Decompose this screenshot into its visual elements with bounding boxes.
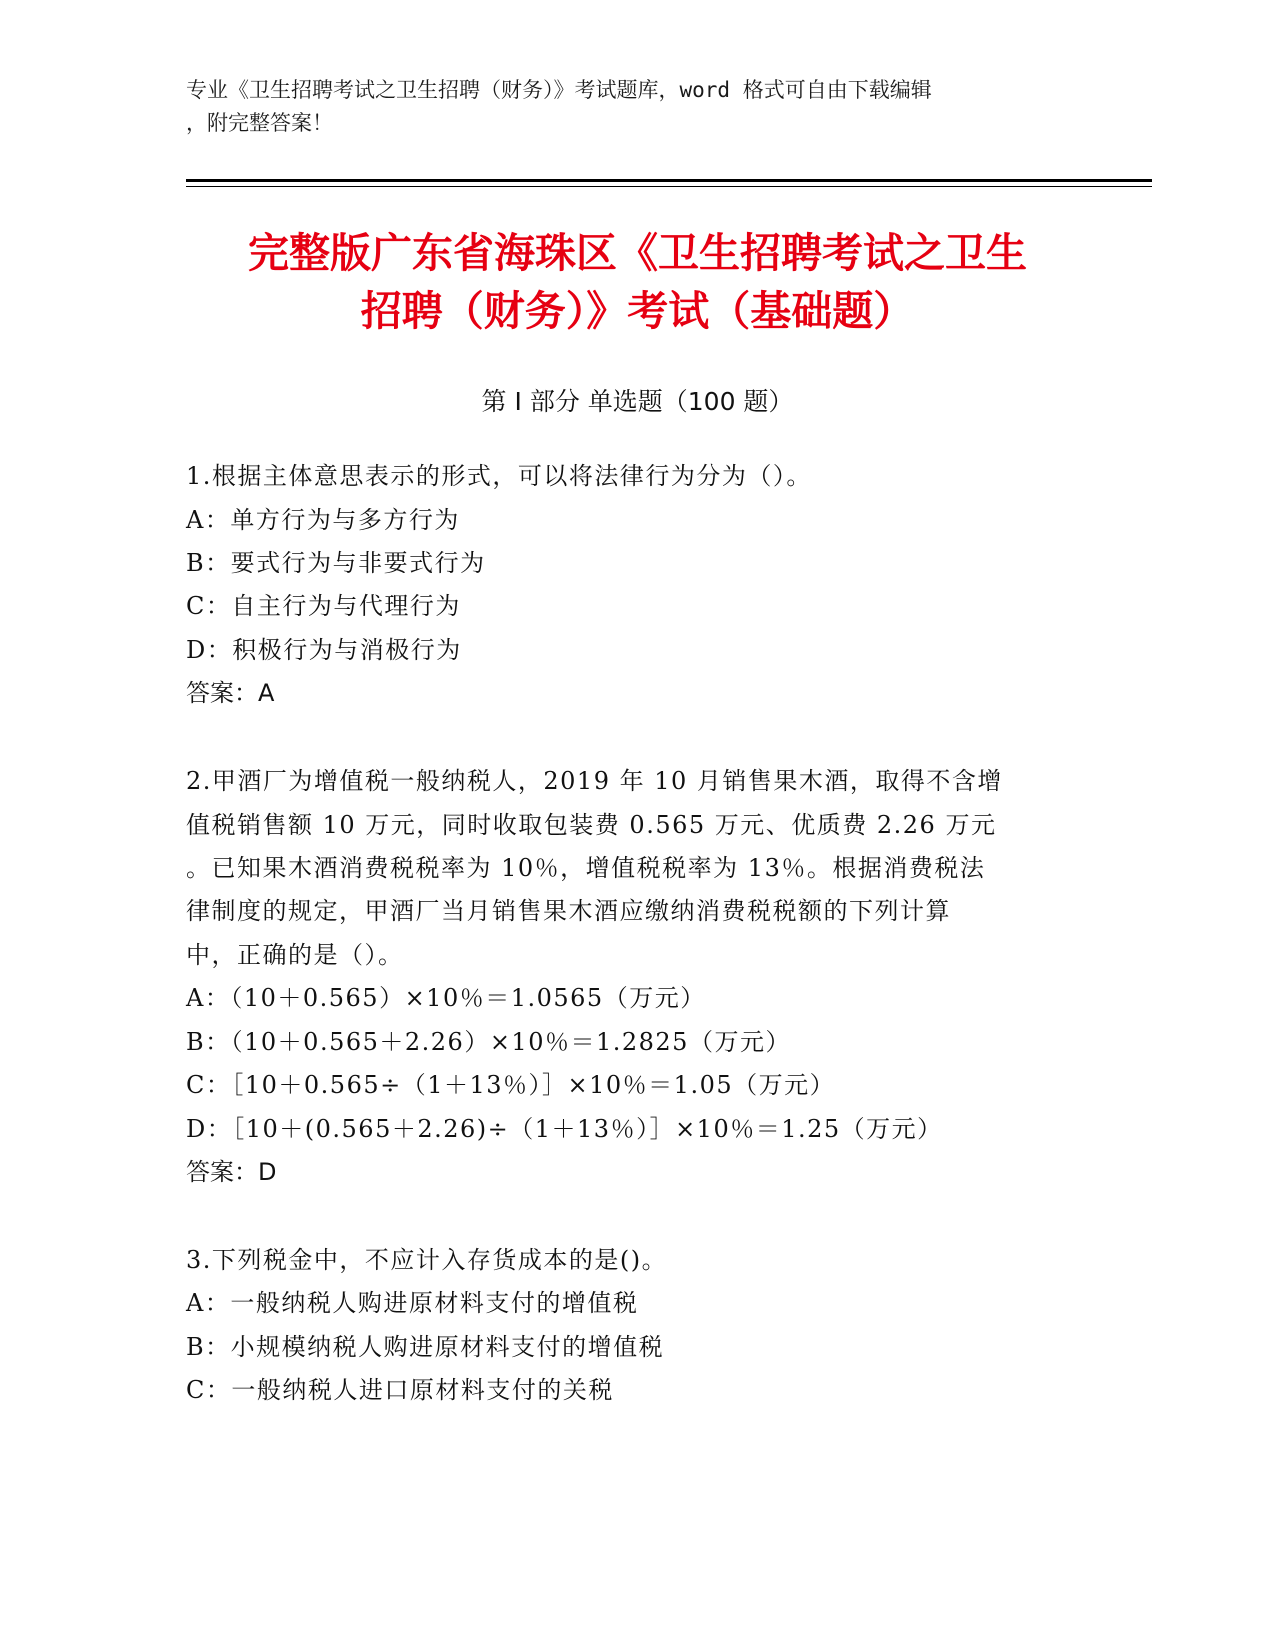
question-2-stem-line: 中，正确的是（）。: [186, 941, 404, 969]
question-3-stem: 3.下列税金中，不应计入存货成本的是()。: [186, 1246, 668, 1274]
question-2-option-c: C：［10＋0.565÷（1＋13％）］×10％＝1.05（万元）: [186, 1071, 836, 1099]
question-2-stem-line: 2.甲酒厂为增值税一般纳税人，2019 年 10 月销售果木酒，取得不含增: [186, 767, 1003, 795]
document-title: [0, 224, 1275, 340]
question-2-option-a: A：（10＋0.565）×10％＝1.0565（万元）: [186, 984, 706, 1012]
header-note: [186, 74, 1066, 140]
question-2-stem-line: 律制度的规定，甲酒厂当月销售果木酒应缴纳消费税税额的下列计算: [186, 897, 951, 925]
question-1-stem: 1.根据主体意思表示的形式，可以将法律行为分为（）。: [186, 462, 812, 490]
section-heading: 第 I 部分 单选题（100 题）: [481, 387, 794, 416]
question-3-option-a: A：一般纳税人购进原材料支付的增值税: [186, 1289, 639, 1317]
header-rule-thick: [186, 179, 1152, 182]
question-1-option-b: B：要式行为与非要式行为: [186, 549, 486, 577]
question-2-stem-line: 值税销售额 10 万元，同时收取包装费 0.565 万元、优质费 2.26 万元: [186, 811, 997, 839]
header-note-line: ，附完整答案！: [186, 111, 333, 135]
question-2-stem-line: 。已知果木酒消费税税率为 10％，增值税税率为 13％。根据消费税法: [186, 854, 986, 882]
question-1-option-a: A：单方行为与多方行为: [186, 506, 460, 534]
question-1-option-c: C：自主行为与代理行为: [186, 592, 461, 620]
header-rule-thin: [186, 186, 1152, 187]
question-1-option-d: D：积极行为与消极行为: [186, 636, 462, 664]
question-3-option-c: C：一般纳税人进口原材料支付的关税: [186, 1376, 614, 1404]
question-3-option-b: B：小规模纳税人购进原材料支付的增值税: [186, 1333, 665, 1361]
document-title-line: 完整版广东省海珠区《卫生招聘考试之卫生: [248, 229, 1027, 277]
question-1-answer: 答案：A: [186, 679, 275, 707]
question-2-option-d: D：［10＋(0.565＋2.26)÷（1＋13％）］×10％＝1.25（万元）: [186, 1115, 943, 1143]
question-2-option-b: B：（10＋0.565＋2.26）×10％＝1.2825（万元）: [186, 1028, 791, 1056]
question-2-answer: 答案：D: [186, 1158, 277, 1186]
header-note-line: 专业《卫生招聘考试之卫生招聘（财务）》考试题库，word 格式可自由下载编辑: [186, 78, 932, 102]
document-title-line: 招聘（财务）》考试（基础题）: [360, 287, 915, 335]
